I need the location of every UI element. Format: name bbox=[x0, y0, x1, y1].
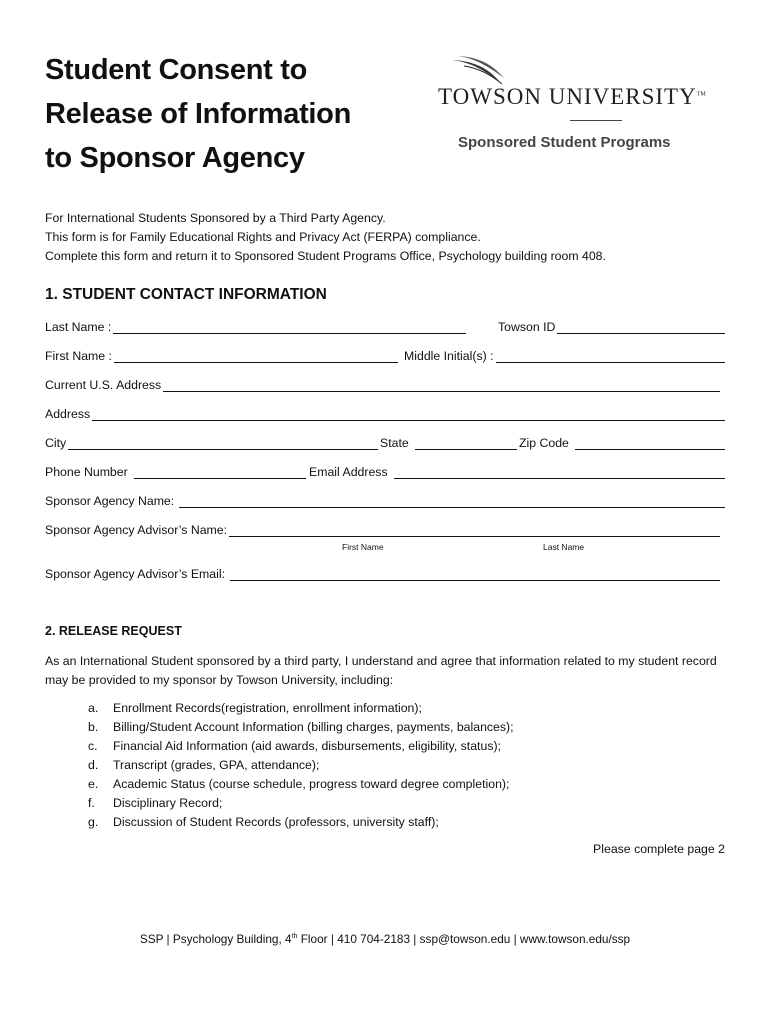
email-label: Email Address bbox=[309, 465, 388, 479]
title-line-2: Release of Information bbox=[45, 98, 352, 130]
current-address-line[interactable] bbox=[163, 378, 720, 392]
row-sponsor-agency bbox=[45, 490, 725, 508]
advisor-name-line[interactable] bbox=[229, 523, 720, 537]
first-name-line[interactable] bbox=[114, 349, 398, 363]
list-letter: e. bbox=[88, 777, 99, 791]
footer-sup: th bbox=[291, 933, 298, 941]
logo-tm: TM bbox=[696, 91, 706, 98]
current-address-field[interactable] bbox=[45, 374, 720, 392]
list-letter: d. bbox=[88, 758, 99, 772]
footer-text-end: Floor | 410 704-2183 | ssp@towson.edu | www.towson.edu/ssp bbox=[297, 932, 631, 946]
advisor-last-name-caption: Last Name bbox=[543, 542, 585, 552]
advisor-email-label: Sponsor Agency Advisor’s Email: bbox=[45, 567, 225, 581]
towson-id-line[interactable] bbox=[557, 320, 725, 334]
title-line-3: to Sponsor Agency bbox=[45, 142, 305, 174]
page-continue-note: Please complete page 2 bbox=[593, 842, 725, 856]
footer-text-start: SSP | Psychology Building, 4 bbox=[139, 932, 292, 946]
state-line[interactable] bbox=[415, 436, 517, 450]
list-letter: g. bbox=[88, 815, 99, 829]
logo-name: TOWSON UNIVERSITY™ bbox=[438, 84, 706, 109]
intro-line-2: This form is for Family Educational Rights and Privacy Act (FERPA) compliance. bbox=[45, 230, 481, 244]
page-title bbox=[45, 48, 351, 180]
last-name-label: Last Name : bbox=[45, 320, 112, 334]
address-field[interactable] bbox=[45, 403, 725, 421]
first-name-field[interactable] bbox=[45, 345, 398, 363]
address-line[interactable] bbox=[92, 407, 725, 421]
list-item bbox=[88, 737, 514, 756]
sponsor-agency-line[interactable] bbox=[179, 494, 725, 508]
middle-initials-label: Middle Initial(s) : bbox=[404, 349, 494, 363]
sponsor-agency-field[interactable] bbox=[45, 490, 725, 508]
list-text: Billing/Student Account Information (billing charges, payments, balances); bbox=[113, 720, 514, 734]
intro-text bbox=[45, 209, 606, 266]
logo-divider bbox=[570, 120, 622, 121]
current-address-label: Current U.S. Address bbox=[45, 378, 162, 392]
list-text: Discussion of Student Records (professors, university staff); bbox=[113, 815, 439, 829]
row-last-name bbox=[45, 316, 725, 334]
city-field[interactable] bbox=[45, 432, 378, 450]
row-advisor-name bbox=[45, 519, 725, 537]
list-item bbox=[88, 775, 514, 794]
email-line[interactable] bbox=[394, 465, 725, 479]
phone-line[interactable] bbox=[134, 465, 306, 479]
title-line-1: Student Consent to bbox=[45, 54, 308, 86]
city-line[interactable] bbox=[68, 436, 378, 450]
section-2-heading: 2. RELEASE REQUEST bbox=[45, 624, 182, 638]
list-text: Enrollment Records(registration, enrollment information); bbox=[113, 701, 422, 715]
list-item bbox=[88, 813, 514, 832]
phone-label: Phone Number bbox=[45, 465, 128, 479]
list-letter: b. bbox=[88, 720, 99, 734]
section-1-heading: 1. STUDENT CONTACT INFORMATION bbox=[45, 286, 327, 303]
list-item bbox=[88, 718, 514, 737]
tiger-stripes-icon bbox=[450, 56, 510, 86]
row-first-name bbox=[45, 345, 725, 363]
list-letter: a. bbox=[88, 701, 99, 715]
towson-id-label: Towson ID bbox=[498, 320, 556, 334]
intro-line-1: For International Students Sponsored by a Third Party Agency. bbox=[45, 211, 386, 225]
zip-field[interactable] bbox=[519, 432, 725, 450]
row-city-state-zip bbox=[45, 432, 725, 450]
logo-subtitle: Sponsored Student Programs bbox=[458, 134, 671, 151]
row-current-address bbox=[45, 374, 725, 392]
list-text: Academic Status (course schedule, progress toward degree completion); bbox=[113, 777, 510, 791]
address-label: Address bbox=[45, 407, 91, 421]
list-letter: c. bbox=[88, 739, 98, 753]
middle-initials-line[interactable] bbox=[496, 349, 725, 363]
last-name-field[interactable] bbox=[45, 316, 466, 334]
row-phone-email bbox=[45, 461, 725, 479]
advisor-name-field[interactable] bbox=[45, 519, 720, 537]
advisor-email-line[interactable] bbox=[230, 567, 720, 581]
first-name-label: First Name : bbox=[45, 349, 112, 363]
city-label: City bbox=[45, 436, 67, 450]
list-item bbox=[88, 794, 514, 813]
list-text: Disciplinary Record; bbox=[113, 796, 223, 810]
footer-contact bbox=[0, 932, 770, 946]
advisor-email-field[interactable] bbox=[45, 563, 720, 581]
towson-logo bbox=[438, 56, 718, 166]
list-item bbox=[88, 756, 514, 775]
zip-label: Zip Code bbox=[519, 436, 569, 450]
release-paragraph: As an International Student sponsored by a third party, I understand and agree that information related to my student record may be provided to my sponsor by Towson University, including: bbox=[45, 654, 717, 687]
middle-initials-field[interactable] bbox=[404, 345, 725, 363]
email-field[interactable] bbox=[309, 461, 725, 479]
state-field[interactable] bbox=[380, 432, 517, 450]
list-letter: f. bbox=[88, 796, 95, 810]
last-name-line[interactable] bbox=[113, 320, 466, 334]
list-item bbox=[88, 699, 514, 718]
advisor-name-label: Sponsor Agency Advisor’s Name: bbox=[45, 523, 228, 537]
advisor-first-name-caption: First Name bbox=[342, 542, 384, 552]
release-list bbox=[88, 699, 514, 832]
state-label: State bbox=[380, 436, 409, 450]
phone-field[interactable] bbox=[45, 461, 306, 479]
row-address bbox=[45, 403, 725, 421]
zip-line[interactable] bbox=[575, 436, 725, 450]
list-text: Transcript (grades, GPA, attendance); bbox=[113, 758, 320, 772]
sponsor-agency-label: Sponsor Agency Name: bbox=[45, 494, 175, 508]
row-advisor-email bbox=[45, 563, 725, 581]
towson-id-field[interactable] bbox=[498, 316, 725, 334]
intro-line-3: Complete this form and return it to Sponsored Student Programs Office, Psychology building room 408. bbox=[45, 249, 606, 263]
list-text: Financial Aid Information (aid awards, disbursements, eligibility, status); bbox=[113, 739, 501, 753]
